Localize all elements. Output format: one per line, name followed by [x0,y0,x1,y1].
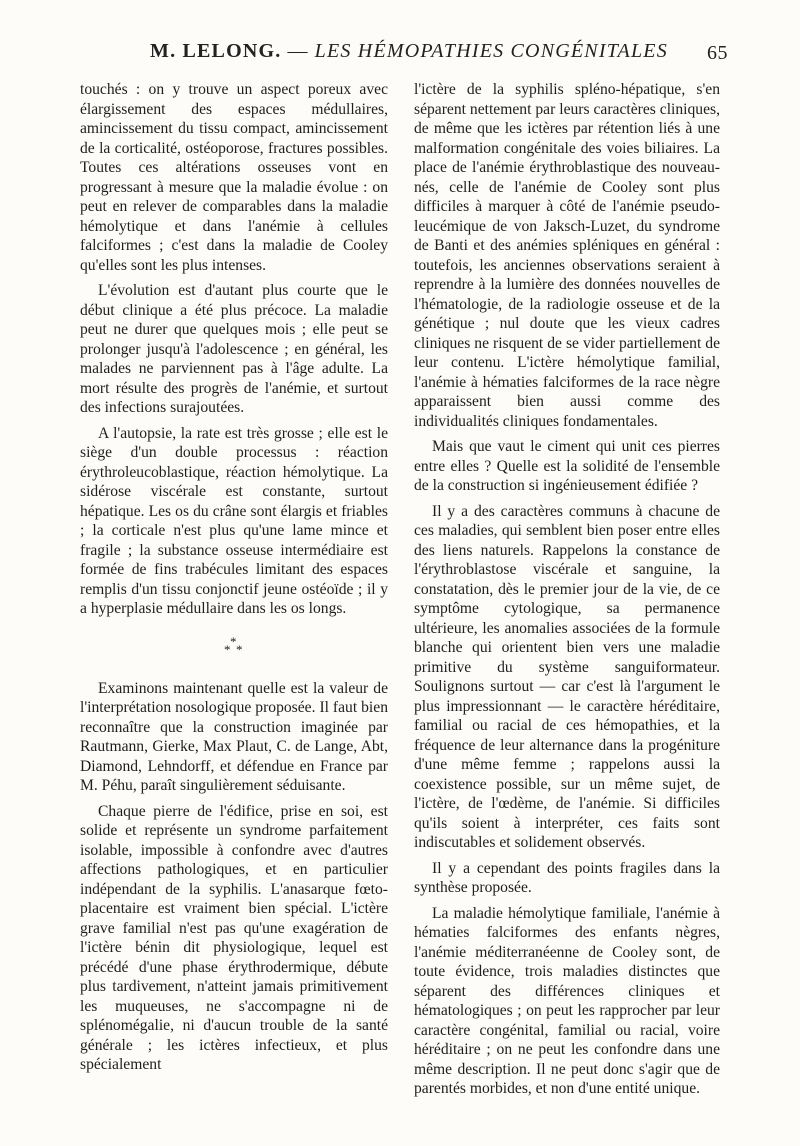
paragraph-edifice: Chaque pierre de l'édifice, prise en soi, est solide et représente un syndrome parfaitement isolable, impossible à confondre avec d'autres affections pathologiques, et en particulier indépendant de la syphilis. L'anasarque fœto-placentaire est vraiment bien spécial. L'ictère grave familial n'est pas qu'une exagération de l'ictère bénin dit physiologique, lequel est précédé d'une phase érythrodermique, débute plus tardivement, n'atteint jamais primitivement les muqueuses, ne s'accompagne ni de splénomégalie, ni d'aucun trouble de la santé générale ; les ictères infectieux, et plus spécialement [80,802,388,1073]
paragraph-fragile-points: Il y a cependant des points fragiles dans la synthèse proposée. [414,859,720,896]
paragraph-distinct-diseases: La maladie hémolytique familiale, l'anémie à hématies falciformes des enfants nègres, l'anémie méditerranéenne de Cooley sont, de toute évidence, trois maladies distinctes que séparent des différences cliniques et hématologiques ; on peut les rapprocher par leur caractère congénital, familial ou racial, voire héréditaire ; on ne peut les confondre dans une même description. Il ne peut donc s'agir que de parentés morbides, et non d'une entité unique. [414,904,720,1097]
running-title [150,40,668,63]
section-asterism [80,635,388,661]
paragraph-cement-question: Mais que vaut le ciment qui unit ces pierres entre elles ? Quelle est la solidité de l'ensemble de la construction si ingénieusement édifiée ? [414,438,720,494]
header-author: M. LELONG. [150,40,282,62]
right-column [414,80,720,1105]
running-head [78,40,726,68]
asterism-star-right: * [236,641,243,657]
header-separator: — [287,40,309,62]
asterism-star-left: * [224,641,231,657]
asterism-star-top: * [230,633,237,649]
paragraph-bone-lesions: touchés : on y trouve un aspect poreux avec élargissement des espaces médullaires, amincissement du tissu compact, amincissement de la corticalité, ostéoporose, fractures possibles. Toutes ces altérations osseuses vont en progressant à mesure que la maladie évolue : on peut en relever de comparables dans la maladie hémolytique et dans l'anémie à cellules falciformes ; c'est dans la maladie de Cooley qu'elles sont les plus intenses. [80,81,388,274]
page-number: 65 [707,42,728,64]
paragraph-autopsy: A l'autopsie, la rate est très grosse ; elle est le siège d'un double processus : réaction érythroleucoblastique, réaction hémolytique. La sidérose viscérale est constante, surtout hépatique. Les os du crâne sont élargis et friables ; la corticale n'est plus qu'une lame mince et fragile ; la substance osseuse intermédiaire est formée de fins trabécules limitant des espaces remplis d'un tissu conjonctif jeune ostéoïde ; il y a hyperplasie médullaire dans les os longs. [80,424,388,617]
left-column [80,80,388,1081]
paragraph-interpretation: Examinons maintenant quelle est la valeur de l'interprétation nosologique proposée. Il faut bien reconnaître que la construction imaginée par Rautmann, Gierke, Max Plaut, C. de Lange, Abt, Diamond, Lehndorff, et défendue en France par M. Péhu, paraît singulièrement séduisante. [80,679,388,794]
header-subject: LES HÉMOPATHIES CONGÉNITALES [314,40,668,62]
paragraph-common-characters: Il y a des caractères communs à chacune de ces maladies, qui semblent bien poser entre elles des liens naturels. Rappelons la constance de l'érythroblastose viscérale et sanguine, la constatation, dès le premier jour de la vie, de ce symptôme cytologique, sa permanence ultérieure, les anomalies associées de la formule blanche qui orientent bien vers une maladie primitive du système sanguiformateur. Soulignons surtout — car c'est là l'argument le plus impressionnant — le caractère héréditaire, familial ou racial de ces hémopathies, et la fréquence de leur alternance dans la progéniture d'une même femme ; rappelons aussi la coexistence possible, sur un même sujet, de l'ictère, de l'œdème, de l'anémie. Si difficiles qu'ils soient à interpréter, ces faits sont indiscutables et solidement observés. [414,502,720,851]
paragraph-icterus-continued: l'ictère de la syphilis spléno-hépatique, s'en séparent nettement par leurs caractères cliniques, de même que les ictères par rétention liés à une malformation congénitale des voies biliaires. La place de l'anémie érythroblastique des nouveau-nés, celle de l'anémie de Cooley sont plus difficiles à marquer à côté de l'anémie pseudo-leucémique de von Jaksch-Luzet, du syndrome de Banti et des anémies spléniques en général : toutefois, les anciennes observations seraient à reprendre à la lumière des données nouvelles de l'hématologie, de la radiologie osseuse et de la génétique ; nul doute que les vieux cadres cliniques ne risquent de se vider partiellement de leur contenu. L'ictère hémolytique familial, l'anémie à hématies falciformes de la race nègre apparaissent bien aussi comme des individualités cliniques fondamentales. [414,81,720,430]
paragraph-evolution: L'évolution est d'autant plus courte que le début clinique a été plus précoce. La maladie peut ne durer que quelques mois ; elle peut se prolonger jusqu'à l'adolescence ; en général, les malades ne parviennent pas à l'âge adulte. La mort résulte des progrès de l'anémie, et surtout des infections surajoutées. [80,282,388,416]
